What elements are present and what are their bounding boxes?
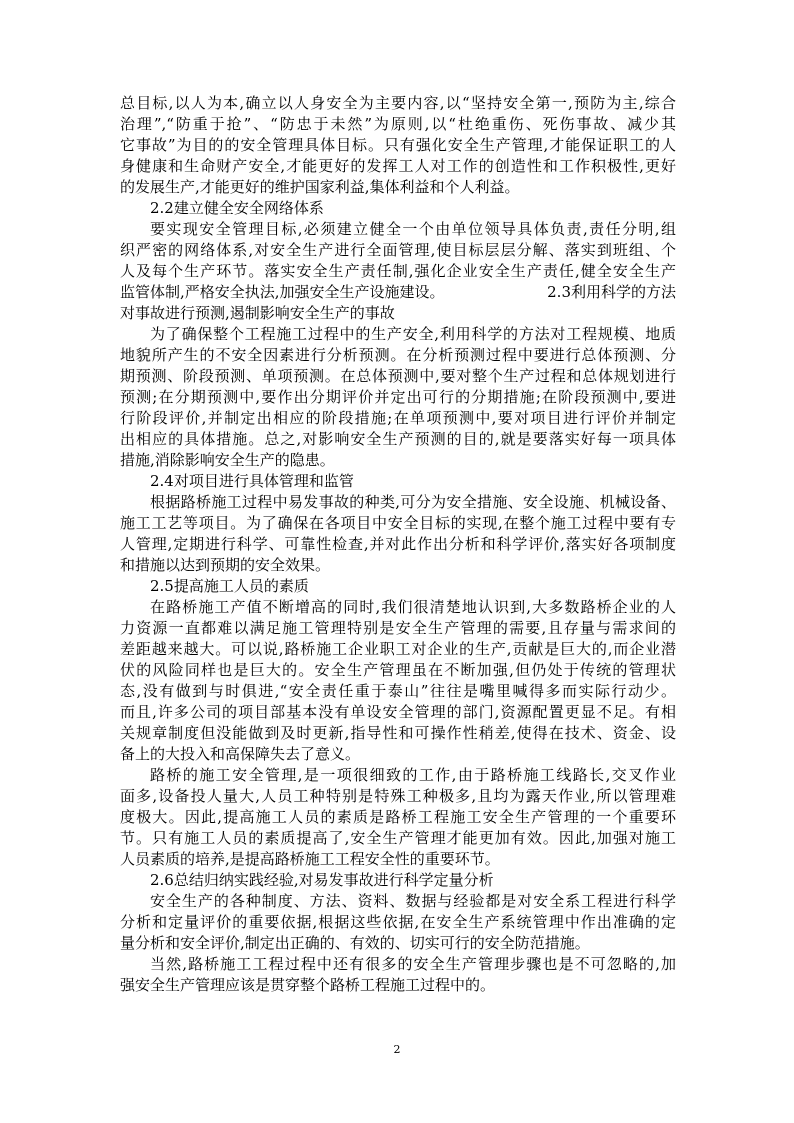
- paragraph: [120, 597, 676, 765]
- body-line: 治理”,“防重于抢”、“防忠于未然”为原则,以“杜绝重伤、死伤事故、减少其: [120, 115, 676, 133]
- document-body: [120, 93, 676, 996]
- body-line: 分析和定量评价的重要依据,根据这些依据,在安全生产系统管理中作出准确的定: [120, 913, 676, 931]
- paragraph: [120, 492, 676, 576]
- body-line: 出相应的具体措施。总之,对影响安全生产预测的目的,就是要落实好每一项具体: [120, 430, 676, 448]
- body-line: 它事故”为目的的安全管理具体目标。只有强化安全生产管理,才能保证职工的人: [120, 136, 676, 154]
- body-line: 面多,设备投人量大,人员工种特别是特殊工种极多,且均为露天作业,所以管理难: [120, 787, 676, 805]
- body-line-with-heading: [120, 282, 676, 303]
- body-line: 差距越来越大。可以说,路桥施工企业职工对企业的生产,贡献是巨大的,而企业潜: [120, 640, 676, 658]
- paragraph: [120, 324, 676, 471]
- body-line: 和措施以达到预期的安全效果。: [120, 556, 331, 574]
- section-heading: 2.4对项目进行具体管理和监管: [150, 472, 354, 490]
- body-line: 在路桥施工产值不断增高的同时,我们很清楚地认识到,大多数路桥企业的人: [150, 598, 676, 616]
- body-line: 关规章制度但没能做到及时更新,指导性和可操作性稍差,使得在技术、资金、设: [120, 724, 676, 742]
- body-line: 要实现安全管理目标,必须建立健全一个由单位领导具体负责,责任分明,组: [150, 220, 676, 238]
- paragraph: [120, 765, 676, 870]
- body-line: 态,没有做到与时俱进,“安全责任重于泰山”往往是嘴里喊得多而实际行动少。: [120, 682, 676, 700]
- body-line: 当然,路桥施工工程过程中还有很多的安全生产管理步骤也是不可忽略的,加: [150, 955, 676, 973]
- body-line-text: 监管体制,严格安全执法,加强安全生产设施建设。: [120, 283, 445, 301]
- body-line: 备上的大投入和高保障失去了意义。: [120, 745, 361, 763]
- paragraph: [120, 891, 676, 954]
- body-line: 总目标,以人为本,确立以人身安全为主要内容,以“坚持安全第一,预防为主,综合: [120, 94, 676, 112]
- section-heading: 2.2建立健全安全网络体系: [150, 199, 324, 217]
- body-line: 强安全生产管理应该是贯穿整个路桥工程施工过程中的。: [120, 976, 496, 994]
- body-line: 施工工艺等项目。为了确保在各项目中安全目标的实现,在整个施工过程中要有专: [120, 514, 676, 532]
- section-heading: 2.6总结归纳实践经验,对易发事故进行科学定量分析: [150, 871, 494, 889]
- section-heading: 2.5提高施工人员的素质: [150, 577, 309, 595]
- body-line: 期预测、阶段预测、单项预测。在总体预测中,要对整个生产过程和总体规划进行: [120, 367, 676, 385]
- body-line: 人及每个生产环节。落实安全生产责任制,强化企业安全生产责任,健全安全生产: [120, 262, 676, 280]
- body-line: 力资源一直都难以满足施工管理特别是安全生产管理的需要,且存量与需求间的: [120, 619, 676, 637]
- page-number: 2: [393, 1043, 401, 1056]
- body-line: 路桥的施工安全管理,是一项很细致的工作,由于路桥施工线路长,交叉作业: [150, 766, 676, 784]
- paragraph: [120, 954, 676, 996]
- body-line: 人员素质的培养,是提高路桥施工工程安全性的重要环节。: [120, 850, 500, 868]
- body-line: 节。只有施工人员的素质提高了,安全生产管理才能更加有效。因此,加强对施工: [120, 829, 676, 847]
- section-heading: 2.3利用科学的方法: [547, 283, 676, 301]
- body-line: 度极大。因此,提高施工人员的素质是路桥工程施工安全生产管理的一个重要环: [120, 808, 676, 826]
- body-line: 量分析和安全评价,制定出正确的、有效的、切实可行的安全防范措施。: [120, 934, 590, 952]
- body-line: 而且,许多公司的项目部基本没有单设安全管理的部门,资源配置更显不足。有相: [120, 703, 676, 721]
- body-line: 预测;在分期预测中,要作出分期评价并定出可行的分期措施;在阶段预测中,要进: [120, 388, 676, 406]
- body-line: 根据路桥施工过程中易发事故的种类,可分为安全措施、安全设施、机械设备、: [150, 493, 676, 511]
- body-line: 地貌所产生的不安全因素进行分析预测。在分析预测过程中要进行总体预测、分: [120, 346, 676, 364]
- paragraph: [120, 93, 676, 198]
- body-line: 织严密的网络体系,对安全生产进行全面管理,使目标层层分解、落实到班组、个: [120, 241, 676, 259]
- body-line: 行阶段评价,并制定出相应的阶段措施;在单项预测中,要对项目进行评价并制定: [120, 409, 676, 427]
- body-line: 安全生产的各种制度、方法、资料、数据与经验都是对安全系工程进行科学: [150, 892, 676, 910]
- body-line: 的发展生产,才能更好的维护国家利益,集体利益和个人利益。: [120, 178, 520, 196]
- section-heading-continuation: 对事故进行预测,遏制影响安全生产的事故: [120, 304, 395, 322]
- body-line: 为了确保整个工程施工过程中的生产安全,利用科学的方法对工程规模、地质: [150, 325, 676, 343]
- body-line: 身健康和生命财产安全,才能更好的发挥工人对工作的创造性和工作积极性,更好: [120, 157, 676, 175]
- paragraph: [120, 219, 676, 324]
- body-line: 伏的风险同样也是巨大的。安全生产管理虽在不断加强,但仍处于传统的管理状: [120, 661, 676, 679]
- body-line: 人管理,定期进行科学、可靠性检查,并对此作出分析和科学评价,落实好各项制度: [120, 535, 676, 553]
- body-line: 措施,消除影响安全生产的隐患。: [120, 451, 335, 469]
